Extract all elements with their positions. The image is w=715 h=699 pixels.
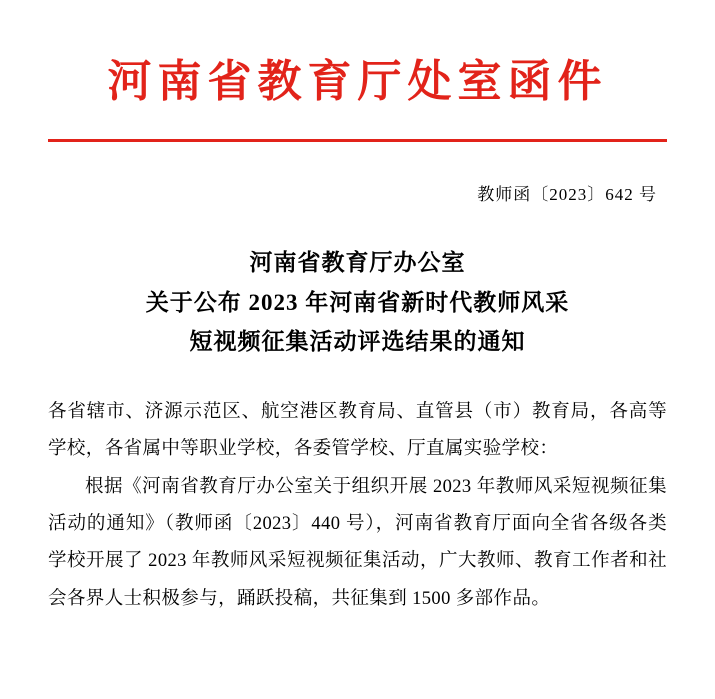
document-title-line-1: 河南省教育厅办公室 bbox=[249, 250, 466, 276]
masthead-title: 河南省教育厅处室函件 bbox=[107, 56, 608, 107]
recipient-paragraph: 各省辖市、济源示范区、航空港区教育局、直管县（市）教育局，各高等学校，各省属中等职业学校，各委管学校、厅直属实验学校： bbox=[48, 402, 667, 460]
masthead-red-rule bbox=[48, 139, 667, 142]
document-title-line-3: 短视频征集活动评选结果的通知 bbox=[189, 329, 526, 355]
document-number: 教师函〔2023〕642 号 bbox=[477, 185, 657, 205]
body-paragraph-1: 根据《河南省教育厅办公室关于组织开展 2023 年教师风采短视频征集活动的通知》（教师函〔2023〕440 号），河南省教育厅面向全省各级各类学校开展了 2023 年教师风采短视频征集活动，广大教师、教育工作者和社会各界人士积极参与，踊跃投稿，共征集到 1500 多部作品。 bbox=[48, 476, 667, 609]
document-body bbox=[48, 394, 667, 618]
document-title bbox=[48, 243, 667, 362]
document-masthead bbox=[48, 0, 667, 106]
document-title-line-2: 关于公布 2023 年河南省新时代教师风采 bbox=[145, 289, 570, 315]
